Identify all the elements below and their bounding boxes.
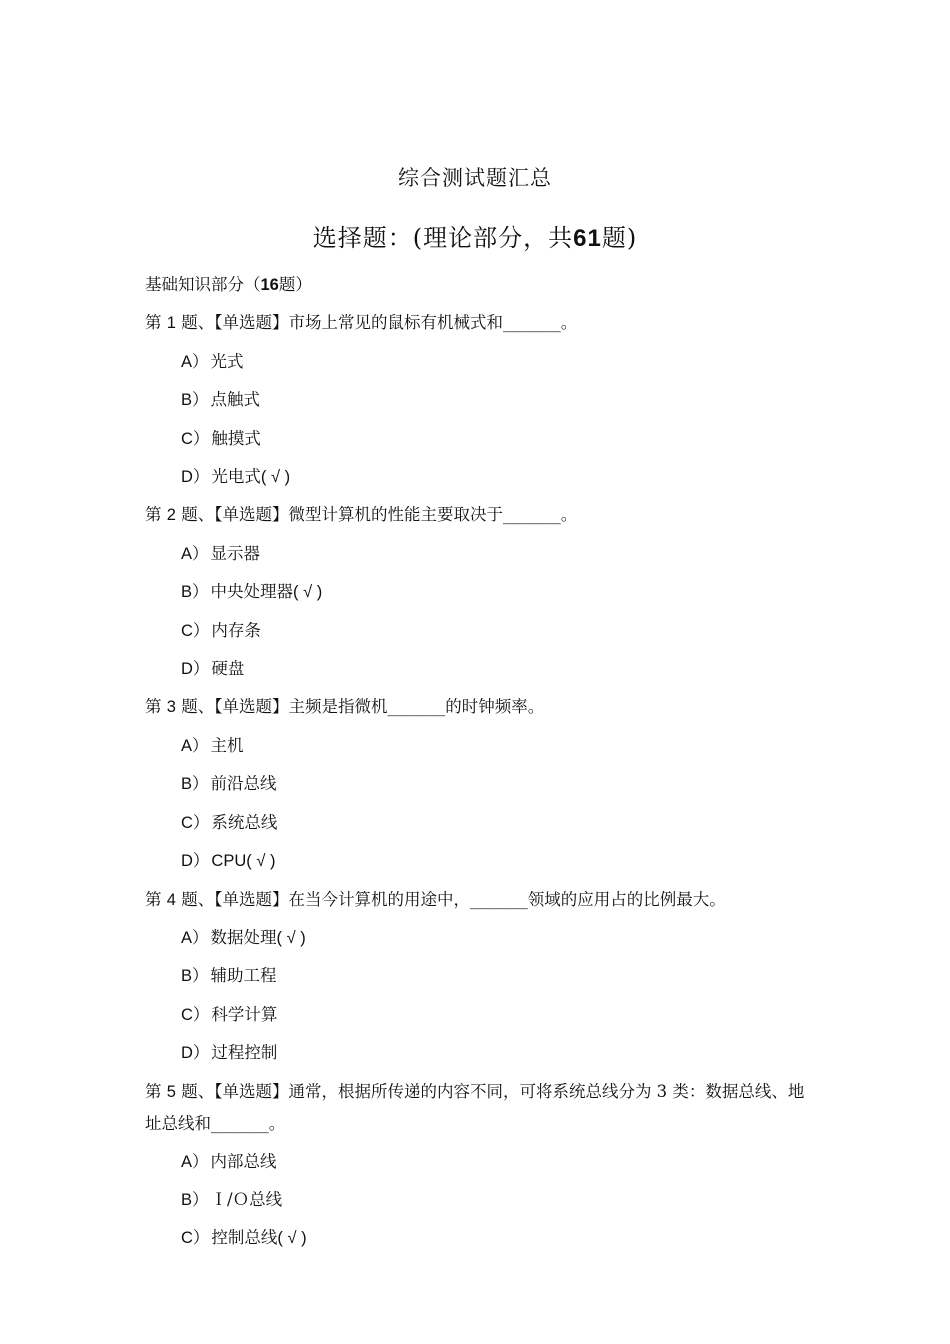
section-title-suffix: 题) <box>601 224 638 252</box>
option-letter: D） <box>181 852 210 871</box>
question-number: 2 <box>166 506 176 525</box>
question-head-pre: 第 <box>145 1081 162 1101</box>
question-text: 市场上常见的鼠标有机械式和_______。 <box>288 313 578 333</box>
option-text: 辅助工程 <box>210 966 277 986</box>
option-1d <box>145 458 815 496</box>
option-text: 中央处理器 <box>210 582 294 602</box>
correct-answer-mark: ( √ ) <box>246 852 276 871</box>
option-letter: B） <box>181 583 209 602</box>
option-5b <box>145 1181 815 1219</box>
subheading <box>145 266 815 304</box>
option-text: 硬盘 <box>211 659 245 679</box>
question-3 <box>145 688 815 726</box>
question-number: 4 <box>166 890 176 909</box>
option-letter: A） <box>181 544 209 563</box>
option-text: 过程控制 <box>211 1043 278 1063</box>
option-letter: C） <box>181 429 210 448</box>
option-4d <box>145 1034 815 1072</box>
option-letter: B） <box>181 391 209 410</box>
option-text: Ｉ/Ｏ总线 <box>210 1189 283 1209</box>
correct-answer-mark: ( √ ) <box>293 583 323 602</box>
option-text: 前沿总线 <box>210 774 277 794</box>
question-number: 1 <box>166 314 176 333</box>
question-5 <box>145 1073 815 1143</box>
question-text: 通常，根据所传递的内容不同，可将系统总线分为 3 类：数据总线、地址总线和_______。 <box>145 1081 805 1134</box>
option-2c <box>145 612 815 650</box>
option-text: 光式 <box>210 351 244 371</box>
option-letter: C） <box>181 1005 210 1024</box>
subheading-suffix: 题） <box>278 275 312 294</box>
question-text: 在当今计算机的用途中，_______领域的应用占的比例最大。 <box>288 889 726 909</box>
question-1 <box>145 304 815 342</box>
option-text: 内部总线 <box>210 1151 277 1171</box>
option-letter: C） <box>181 621 210 640</box>
option-1b <box>145 381 815 419</box>
option-3d <box>145 842 815 880</box>
subheading-prefix: 基础知识部分（ <box>145 275 261 294</box>
correct-answer-mark: ( √ ) <box>277 1229 307 1248</box>
option-4c <box>145 996 815 1034</box>
option-text: 显示器 <box>210 543 261 563</box>
option-letter: B） <box>181 1190 209 1209</box>
question-number: 5 <box>166 1082 176 1101</box>
option-letter: C） <box>181 1229 210 1248</box>
option-text: 科学计算 <box>211 1004 278 1024</box>
question-type-label: 题、【单选题】 <box>181 505 289 525</box>
option-letter: C） <box>181 813 210 832</box>
option-letter: D） <box>181 660 210 679</box>
option-2b <box>145 573 815 611</box>
correct-answer-mark: ( √ ) <box>260 468 291 487</box>
document-title: 综合测试题汇总 <box>398 166 552 190</box>
question-head-pre: 第 <box>145 505 162 525</box>
question-head-pre: 第 <box>145 313 162 333</box>
option-text: 内存条 <box>211 620 261 640</box>
section-title-prefix: 选择题：(理论部分，共 <box>312 224 574 252</box>
question-head-pre: 第 <box>145 697 162 717</box>
option-text: 系统总线 <box>211 812 278 832</box>
option-letter: A） <box>181 352 209 371</box>
option-letter: A） <box>181 736 209 755</box>
option-letter: B） <box>181 775 209 794</box>
option-5a <box>145 1143 815 1181</box>
question-type-label: 题、【单选题】 <box>181 313 289 333</box>
option-1c <box>145 420 815 458</box>
question-number: 3 <box>166 698 176 717</box>
correct-answer-mark: ( √ ) <box>276 928 306 947</box>
option-2d <box>145 650 815 688</box>
question-text: 主频是指微机_______的时钟频率。 <box>288 697 545 717</box>
option-3a <box>145 727 815 765</box>
question-head-pre: 第 <box>145 889 162 909</box>
option-text: 点触式 <box>210 390 261 410</box>
option-2a <box>145 535 815 573</box>
option-4a <box>145 919 815 957</box>
option-4b <box>145 957 815 995</box>
subheading-count: 16 <box>260 276 279 294</box>
option-text: 触摸式 <box>211 428 261 448</box>
question-type-label: 题、【单选题】 <box>181 1081 289 1101</box>
question-type-label: 题、【单选题】 <box>181 697 289 717</box>
option-text: 数据处理 <box>210 927 277 947</box>
option-5c <box>145 1219 815 1257</box>
option-text: 控制总线 <box>211 1228 278 1248</box>
question-4 <box>145 881 815 919</box>
option-letter: B） <box>181 967 209 986</box>
option-1a <box>145 343 815 381</box>
option-text: CPU <box>211 852 247 871</box>
question-type-label: 题、【单选题】 <box>181 889 289 909</box>
option-3c <box>145 804 815 842</box>
document-body <box>145 266 815 1258</box>
option-text: 光电式 <box>211 467 261 487</box>
option-letter: D） <box>181 468 210 487</box>
section-question-count: 61 <box>573 225 602 252</box>
question-2 <box>145 496 815 534</box>
option-text: 主机 <box>210 735 244 755</box>
option-3b <box>145 765 815 803</box>
option-letter: A） <box>181 928 209 947</box>
question-text: 微型计算机的性能主要取决于_______。 <box>288 505 578 525</box>
option-letter: A） <box>181 1152 209 1171</box>
option-letter: D） <box>181 1044 210 1063</box>
section-title <box>0 218 950 259</box>
